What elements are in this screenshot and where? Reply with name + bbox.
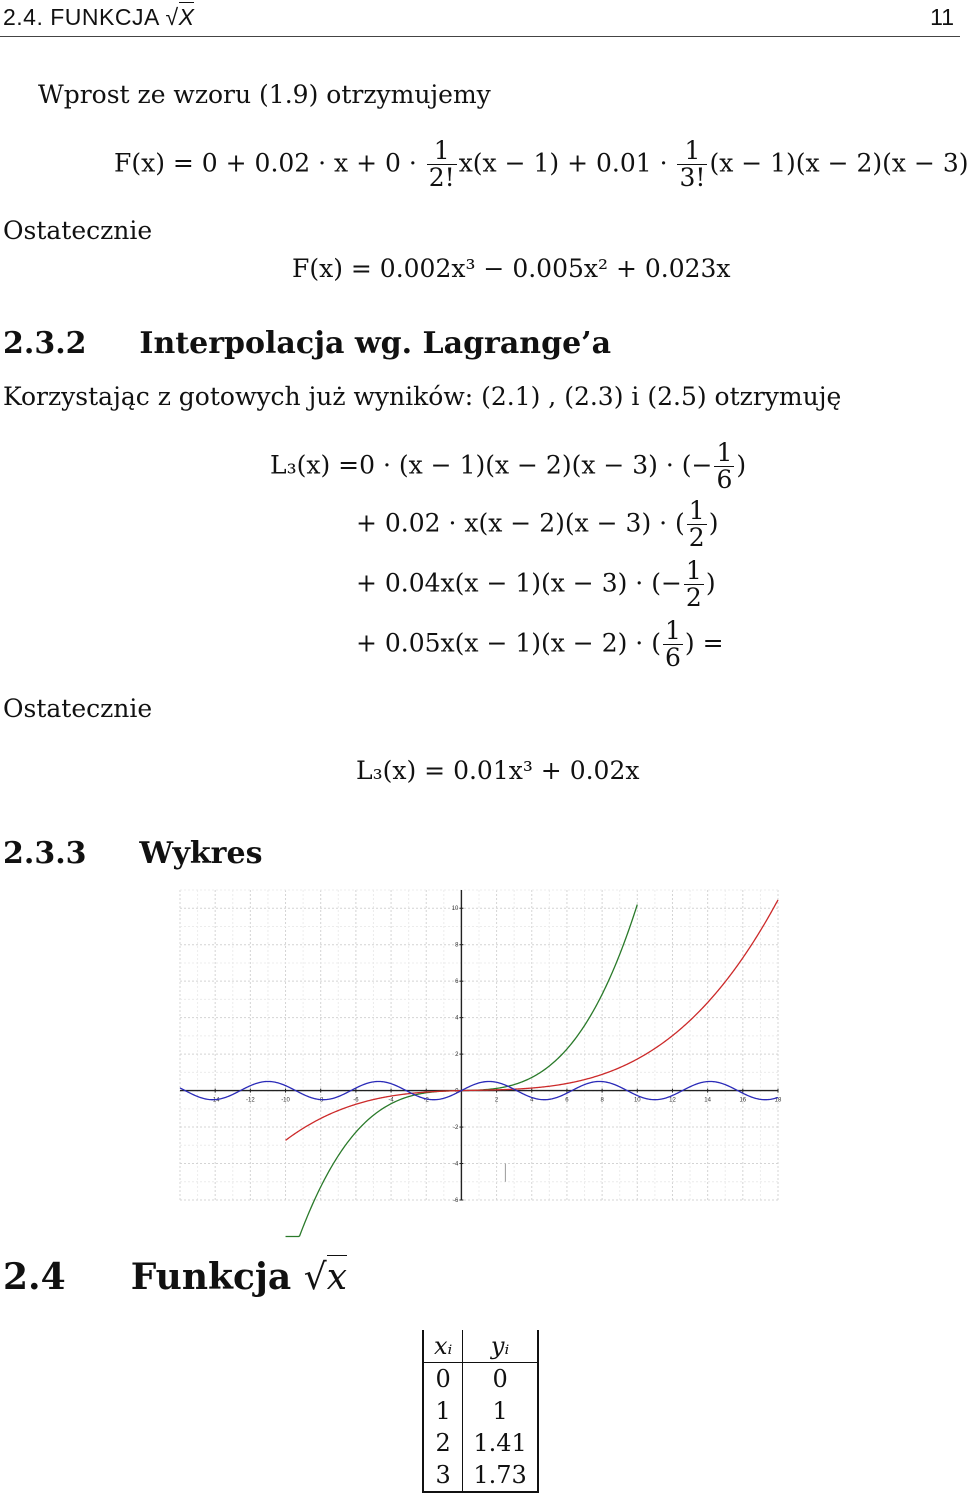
section-heading-232: 2.3.2 Interpolacja wg. Lagrange’a — [3, 326, 612, 361]
fraction-l2: $\frac{1}{2}$ — [688, 496, 705, 553]
y-tick-label: 8 — [455, 942, 459, 949]
section-heading-233: 2.3.3 Wykres — [3, 836, 263, 871]
table-row: 2 1.41 — [423, 1427, 538, 1459]
lagrange-line-4: + 0.05x(x − 1)(x − 2) · ( $\frac{1}{6}$ ) = — [356, 616, 724, 673]
table-row: 1 1 — [423, 1395, 538, 1427]
fraction-1-over-2fact: $\frac{1}{2!}$ — [428, 136, 455, 193]
header-sqrt: √X — [165, 4, 195, 30]
table-row: 3 1.73 — [423, 1459, 538, 1492]
x-tick-label: -8 — [318, 1097, 324, 1104]
x-tick-label: -6 — [353, 1097, 359, 1104]
section-heading-24: 2.4 Funkcja √x — [3, 1256, 348, 1298]
fraction-1-over-3fact: $\frac{1}{3!}$ — [679, 136, 706, 193]
fraction-l4: $\frac{1}{6}$ — [664, 616, 681, 673]
table-header-y: yᵢ — [463, 1330, 538, 1363]
x-tick-label: 8 — [600, 1097, 604, 1104]
table-header-x: xᵢ — [423, 1330, 463, 1363]
equation-3: L₃(x) = 0.01x³ + 0.02x — [356, 756, 640, 785]
function-plot — [180, 890, 782, 1204]
intro-text: Wprost ze wzoru (1.9) otrzymujemy — [38, 80, 491, 109]
lagrange-line-1: L₃(x) =0 · (x − 1)(x − 2)(x − 3) · (− $\frac{1}{6}$ ) — [270, 438, 747, 495]
xy-table-wrapper — [422, 1330, 539, 1493]
ostatecznie-label-2: Ostatecznie — [3, 694, 153, 723]
header-rule — [0, 36, 960, 37]
equation-2: F(x) = 0.002x³ − 0.005x² + 0.023x — [292, 254, 731, 283]
x-tick-label: -4 — [388, 1097, 394, 1104]
x-tick-label: 14 — [704, 1097, 711, 1104]
x-tick-label: -14 — [210, 1097, 220, 1104]
header-section: 2.4. FUNKCJA — [3, 4, 166, 30]
x-tick-label: 18 — [774, 1097, 782, 1104]
table-row: 0 0 — [423, 1363, 538, 1396]
fraction-l1: $\frac{1}{6}$ — [716, 438, 733, 495]
fraction-l3: $\frac{1}{2}$ — [685, 556, 702, 613]
x-tick-label: 2 — [494, 1097, 499, 1104]
page-number: 11 — [930, 4, 954, 30]
sqrt-symbol: √x — [303, 1257, 348, 1298]
running-header — [3, 4, 194, 31]
equation-1: F(x) = 0 + 0.02 · x + 0 · $\frac{1}{2!}$ x(x − 1) + 0.01 · $\frac{1}{3!}$ (x − 1)(x − 2)(x − 3) — [114, 136, 969, 193]
x-tick-label: 16 — [739, 1097, 747, 1104]
y-tick-label: 6 — [455, 979, 459, 986]
xy-table — [422, 1330, 539, 1493]
lagrange-line-2: + 0.02 · x(x − 2)(x − 3) · ( $\frac{1}{2}$ ) — [356, 496, 719, 553]
lagrange-intro-text: Korzystając z gotowych już wyników: (2.1) , (2.3) i (2.5) otzrymuję — [3, 382, 842, 411]
x-tick-label: -2 — [423, 1097, 429, 1104]
x-tick-label: -12 — [246, 1097, 255, 1104]
y-tick-label: 4 — [455, 1015, 459, 1022]
x-tick-label: 10 — [633, 1097, 641, 1104]
y-tick-label: 10 — [451, 906, 459, 913]
x-tick-label: -10 — [281, 1097, 290, 1104]
ostatecznie-label-1: Ostatecznie — [3, 216, 153, 245]
x-tick-label: 12 — [669, 1097, 676, 1104]
lagrange-line-3: + 0.04x(x − 1)(x − 3) · (− $\frac{1}{2}$ ) — [356, 556, 716, 613]
y-tick-label: -2 — [453, 1125, 459, 1132]
y-tick-label: 2 — [455, 1052, 459, 1059]
y-tick-label: -6 — [453, 1198, 459, 1204]
x-tick-label: 4 — [530, 1097, 534, 1104]
y-tick-label: -4 — [453, 1161, 459, 1168]
x-tick-label: 6 — [565, 1097, 569, 1104]
y-tick-label: 0 — [455, 1088, 459, 1095]
